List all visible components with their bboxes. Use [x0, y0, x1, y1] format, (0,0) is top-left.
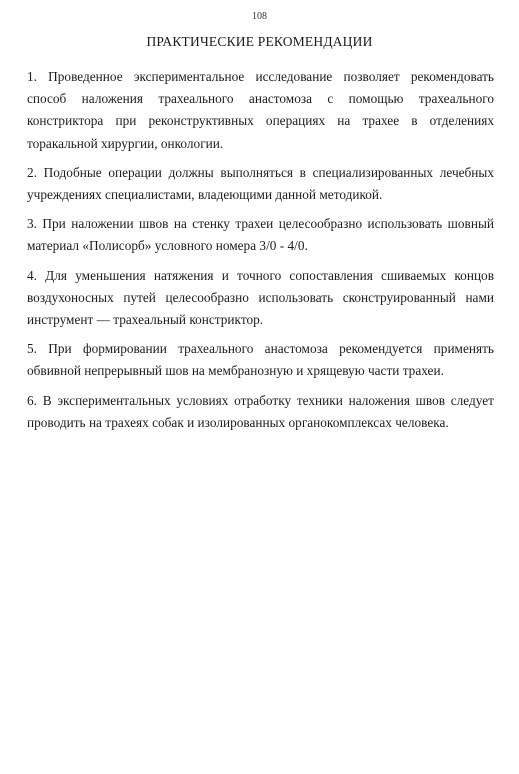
page-number: 108	[252, 11, 267, 22]
recommendation-item-3: 3. При наложении швов на стенку трахеи целесообразно использовать шовный материал «Полисорб» условного номера 3/0 - 4/0.	[27, 216, 494, 254]
recommendation-item-1: 1. Проведенное экспериментальное исследование позволяет рекомендовать способ наложения трахеального анастомоза с помощью трахеального констриктора при реконструктивных операциях на трахее в отделениях торакальной хирургии, онкологии.	[27, 69, 494, 151]
recommendation-item-2: 2. Подобные операции должны выполняться в специализированных лечебных учреждениях специалистами, владеющими данной методикой.	[27, 164, 494, 203]
recommendation-item-6: 6. В экспериментальных условиях отработку техники наложения швов следует проводить на трахеях собак и изолированных органокомплексах человека.	[27, 392, 494, 430]
page-title: ПРАКТИЧЕСКИЕ РЕКОМЕНДАЦИИ	[146, 34, 373, 49]
recommendation-item-5: 5. При формировании трахеального анастомоза рекомендуется применять обвивной непрерывный шов на мембранозную и хрящевую части трахеи.	[27, 341, 494, 379]
recommendations-list	[27, 66, 494, 441]
recommendation-item-4: 4. Для уменьшения натяжения и точного сопоставления сшиваемых концов воздухоносных путей целесообразно использовать сконструированный нами инструмент — трахеальный констриктор.	[27, 267, 494, 328]
